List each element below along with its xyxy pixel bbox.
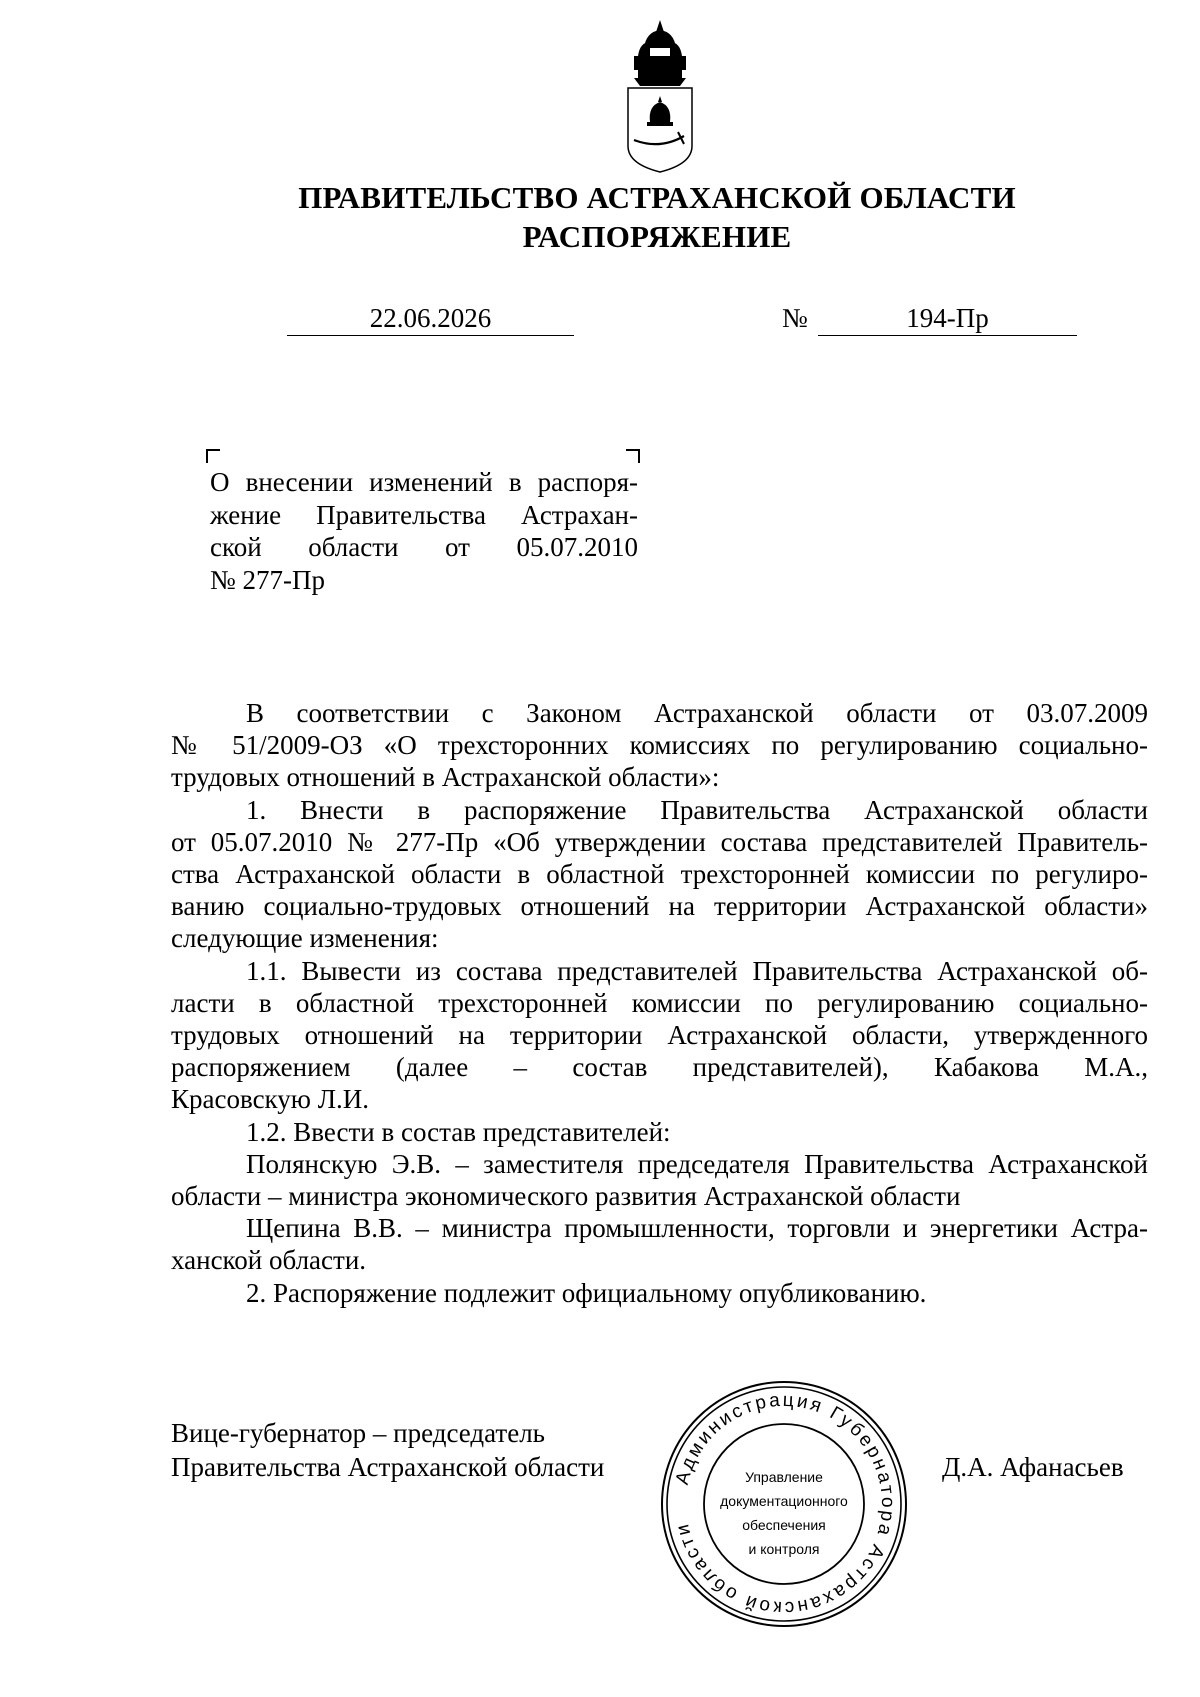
subject-line: жение Правительства Астрахан- (210, 499, 638, 530)
body-line: Щепина В.В. – министра промышленности, торговли и энергетики Астра- (246, 1213, 1148, 1244)
body-line: 1. Внести в распоряжение Правительства Астраханской области (246, 794, 1148, 825)
stamp-center-line: документационного (720, 1493, 848, 1509)
organization-title: ПРАВИТЕЛЬСТВО АСТРАХАНСКОЙ ОБЛАСТИ (298, 180, 1016, 215)
subject-line: № 277-Пр (210, 564, 326, 595)
body-line: от 05.07.2010 № 277-Пр «Об утверждении состава представителей Правитель- (171, 826, 1148, 857)
body-line: следующие изменения: (171, 923, 439, 954)
body-line: В соответствии с Законом Астраханской области от 03.07.2009 (246, 698, 1148, 728)
subject-line: О внесении изменений в распоря- (210, 467, 638, 497)
body-line: ства Астраханской области в областной трехсторонней комиссии по регулиро- (171, 859, 1148, 890)
subject-line: ской области от 05.07.2010 (210, 532, 638, 562)
body-line: № 51/2009-ОЗ «О трехсторонних комиссиях по регулированию социально- (171, 730, 1148, 761)
body-line: Красовскую Л.И. (171, 1084, 370, 1115)
subject-corner-left-mark (206, 449, 220, 463)
signatory-position-line-2: Правительства Астраханской области (171, 1452, 605, 1482)
body-line: распоряжением (далее – состав представителей), Кабакова М.А., (171, 1052, 1148, 1083)
body-line: области – министра экономического развития Астраханской области (171, 1181, 961, 1212)
body-line: ханской области. (171, 1245, 367, 1276)
body-line: 1.1. Вывести из состава представителей Правительства Астраханской об- (246, 955, 1148, 986)
stamp-center-line: обеспечения (742, 1517, 826, 1533)
body-line: 2. Распоряжение подлежит официальному опубликованию. (246, 1277, 927, 1308)
signatory-name: Д.А. Афанасьев (942, 1452, 1124, 1482)
body-line: Полянскую Э.В. – заместителя председателя Правительства Астраханской (246, 1148, 1148, 1179)
subject-corner-right-mark (626, 449, 640, 463)
document-subject (210, 466, 638, 596)
stamp-ring-text: Администрация Губернатора Астраханской области (671, 1389, 899, 1619)
coat-of-arms-emblem (620, 18, 700, 174)
body-line: трудовых отношений в Астраханской области»: (171, 762, 720, 793)
document-number: 194-Пр (818, 301, 1077, 336)
body-line: ласти в областной трехсторонней комиссии по регулированию социально- (171, 987, 1148, 1018)
number-sign: № (782, 303, 808, 333)
signatory-position-line-1: Вице-губернатор – председатель (171, 1418, 545, 1448)
stamp-center-line: и контроля (748, 1541, 820, 1557)
document-date: 22.06.2026 (287, 301, 574, 336)
document-body (171, 697, 1148, 1309)
body-line: 1.2. Ввести в состав представителей: (246, 1116, 671, 1147)
stamp-center-line: Управление (745, 1469, 823, 1485)
document-type-title: РАСПОРЯЖЕНИЕ (522, 219, 792, 254)
official-stamp (658, 1378, 910, 1630)
body-line: трудовых отношений на территории Астраханской области, утвержденного (171, 1020, 1148, 1051)
body-line: ванию социально-трудовых отношений на территории Астраханской области» (171, 891, 1148, 922)
